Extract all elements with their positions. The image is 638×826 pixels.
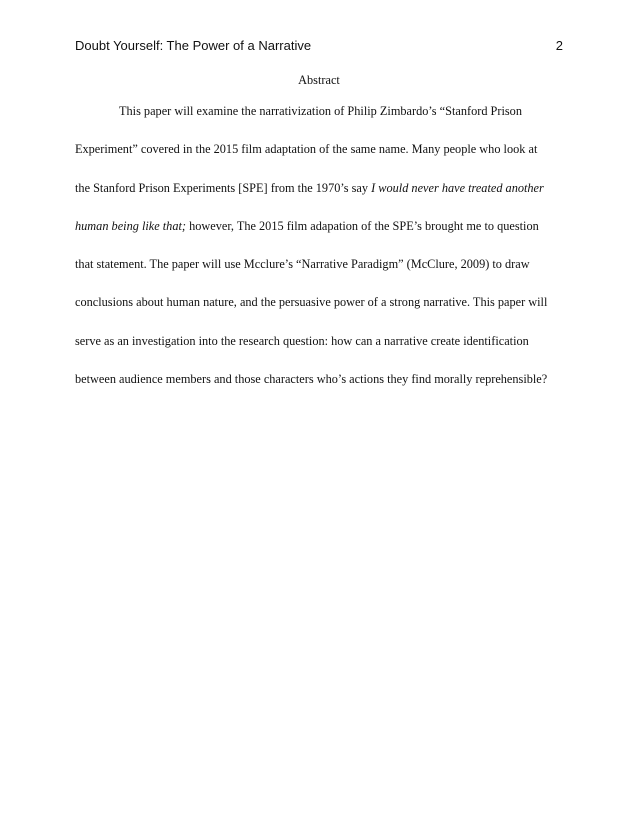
- abstract-line: This paper will examine the narrativization of Philip Zimbardo’s “Stanford Prison: [119, 104, 522, 118]
- abstract-line: [75, 163, 575, 201]
- page-number: 2: [555, 38, 563, 53]
- abstract-text: the Stanford Prison Experiments [SPE] from the 1970’s say: [75, 180, 372, 195]
- abstract-heading: Abstract: [298, 73, 340, 87]
- abstract-line: between audience members and those characters who’s actions they find morally reprehensible?: [75, 372, 548, 387]
- abstract-line: [75, 201, 575, 239]
- abstract-line: that statement. The paper will use Mcclure’s “Narrative Paradigm” (McClure, 2009) to draw: [75, 257, 530, 272]
- abstract-italic-text: human being like that;: [75, 218, 186, 233]
- abstract-italic-text: I would never have treated another: [371, 180, 544, 195]
- abstract-text: however, The 2015 film adapation of the SPE’s brought me to question: [186, 218, 539, 233]
- abstract-line: conclusions about human nature, and the persuasive power of a strong narrative. This paper will: [75, 295, 548, 310]
- abstract-line: Experiment” covered in the 2015 film adaptation of the same name. Many people who look at: [75, 142, 538, 157]
- abstract-line: serve as an investigation into the research question: how can a narrative create identification: [75, 333, 529, 348]
- running-head: [75, 36, 563, 56]
- running-head-title: Doubt Yourself: The Power of a Narrative: [75, 38, 312, 53]
- abstract-paragraph: [75, 86, 575, 392]
